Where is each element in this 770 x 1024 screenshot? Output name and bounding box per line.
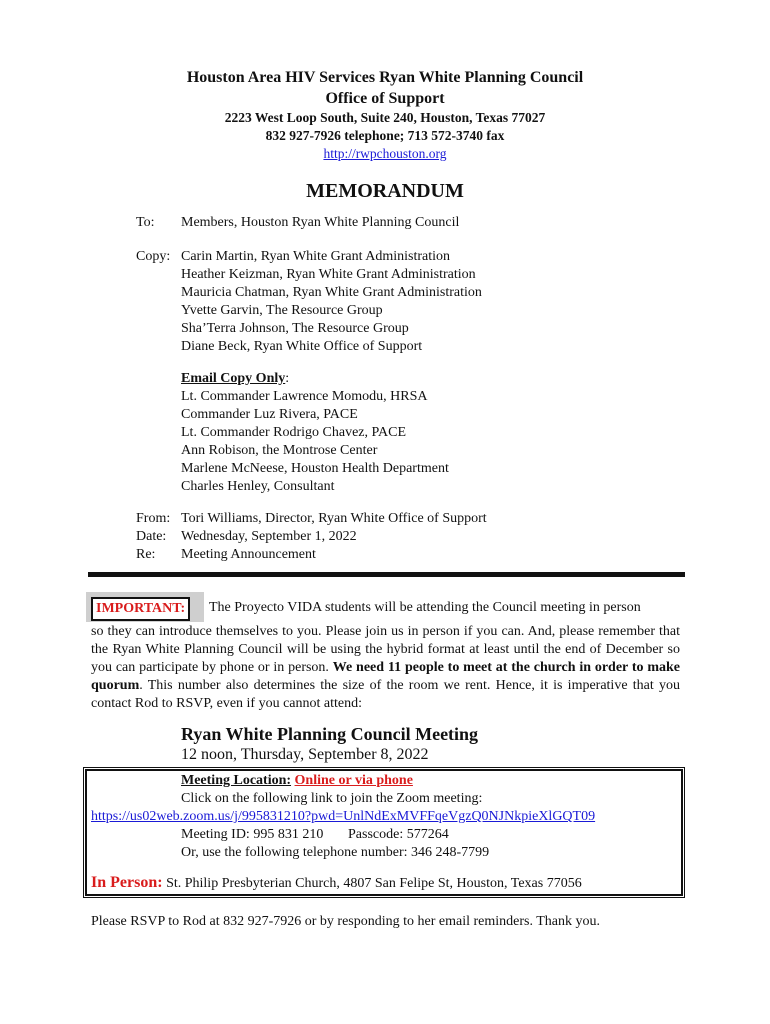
meeting-id: Meeting ID: 995 831 210 [181, 827, 324, 842]
important-body-1: so they can introduce themselves to you. Please join us in person if you can. And, please remember that the Ryan White Planning Council will be using the hybrid format at least until the end of December so you can participate by phone or in person. [91, 624, 680, 675]
meeting-title: Ryan White Planning Council Meeting [181, 724, 479, 744]
email-name-5: Marlene McNeese, Houston Health Department [181, 461, 449, 476]
location-value: Online or via phone [294, 773, 413, 788]
org-name: Houston Area HIV Services Ryan White Planning Council [186, 69, 584, 86]
phone-fax: 832 927-7926 telephone; 713 572-3740 fax [265, 128, 505, 143]
important-first-line: The Proyecto VIDA students will be attending the Council meeting in person [209, 600, 641, 615]
in-person-label: In Person: [91, 874, 163, 891]
copy-name-3: Mauricia Chatman, Ryan White Grant Administration [181, 285, 482, 300]
copy-name-5: Sha’Terra Johnson, The Resource Group [181, 321, 409, 336]
zoom-link-line [91, 808, 595, 826]
in-person-value: St. Philip Presbyterian Church, 4807 San Felipe St, Houston, Texas 77056 [166, 876, 582, 891]
email-copy-label: Email Copy Only [181, 371, 286, 386]
copy-name-2: Heather Keizman, Ryan White Grant Administration [181, 267, 476, 282]
copy-name-1: Carin Martin, Ryan White Grant Administration [181, 249, 451, 264]
to-label: To: [136, 215, 155, 230]
from-value: Tori Williams, Director, Ryan White Office of Support [181, 511, 487, 526]
memo-title: MEMORANDUM [306, 180, 464, 202]
important-badge: IMPORTANT: [91, 597, 190, 621]
copy-name-4: Yvette Garvin, The Resource Group [181, 303, 383, 318]
email-name-3: Lt. Commander Rodrigo Chavez, PACE [181, 425, 407, 440]
rsvp-line: Please RSVP to Rod at 832 927-7926 or by responding to her email reminders. Thank you. [91, 914, 600, 929]
email-name-6: Charles Henley, Consultant [181, 479, 335, 494]
date-value: Wednesday, September 1, 2022 [181, 529, 357, 544]
divider-rule [88, 572, 685, 577]
important-body-2: . This number also determines the size of the room we rent. Hence, it is imperative that you contact Rod to RSVP, even if you cannot attend: [91, 678, 680, 711]
from-label: From: [136, 511, 171, 526]
email-copy-heading [181, 370, 289, 388]
date-label: Date: [136, 529, 167, 544]
passcode: Passcode: 577264 [348, 827, 449, 842]
important-body [91, 623, 680, 713]
re-value: Meeting Announcement [181, 547, 316, 562]
phone-line: Or, use the following telephone number: 346 248-7799 [181, 845, 490, 860]
address: 2223 West Loop South, Suite 240, Houston, Texas 77027 [224, 110, 546, 125]
email-name-1: Lt. Commander Lawrence Momodu, HRSA [181, 389, 428, 404]
re-label: Re: [136, 547, 156, 562]
email-name-4: Ann Robison, the Montrose Center [181, 443, 378, 458]
copy-name-6: Diane Beck, Ryan White Office of Support [181, 339, 423, 354]
email-copy-colon: : [285, 371, 290, 386]
website-link[interactable]: http://rwpchouston.org [323, 146, 447, 161]
office-name: Office of Support [325, 90, 445, 107]
copy-label: Copy: [136, 249, 171, 264]
in-person-line [91, 874, 582, 893]
important-body-bold: We need 11 people to meet at the church in order to make quorum [91, 660, 681, 693]
to-value: Members, Houston Ryan White Planning Council [181, 215, 460, 230]
meeting-time: 12 noon, Thursday, September 8, 2022 [181, 746, 429, 763]
location-line [181, 772, 413, 790]
zoom-intro: Click on the following link to join the Zoom meeting: [181, 791, 483, 806]
email-name-2: Commander Luz Rivera, PACE [181, 407, 358, 422]
zoom-link[interactable]: https://us02web.zoom.us/j/995831210?pwd=UnlNdExMVFFqeVgzQ0NJNkpieXlGQT09 [91, 809, 596, 824]
website-line [0, 145, 770, 162]
location-label: Meeting Location: [181, 773, 292, 788]
